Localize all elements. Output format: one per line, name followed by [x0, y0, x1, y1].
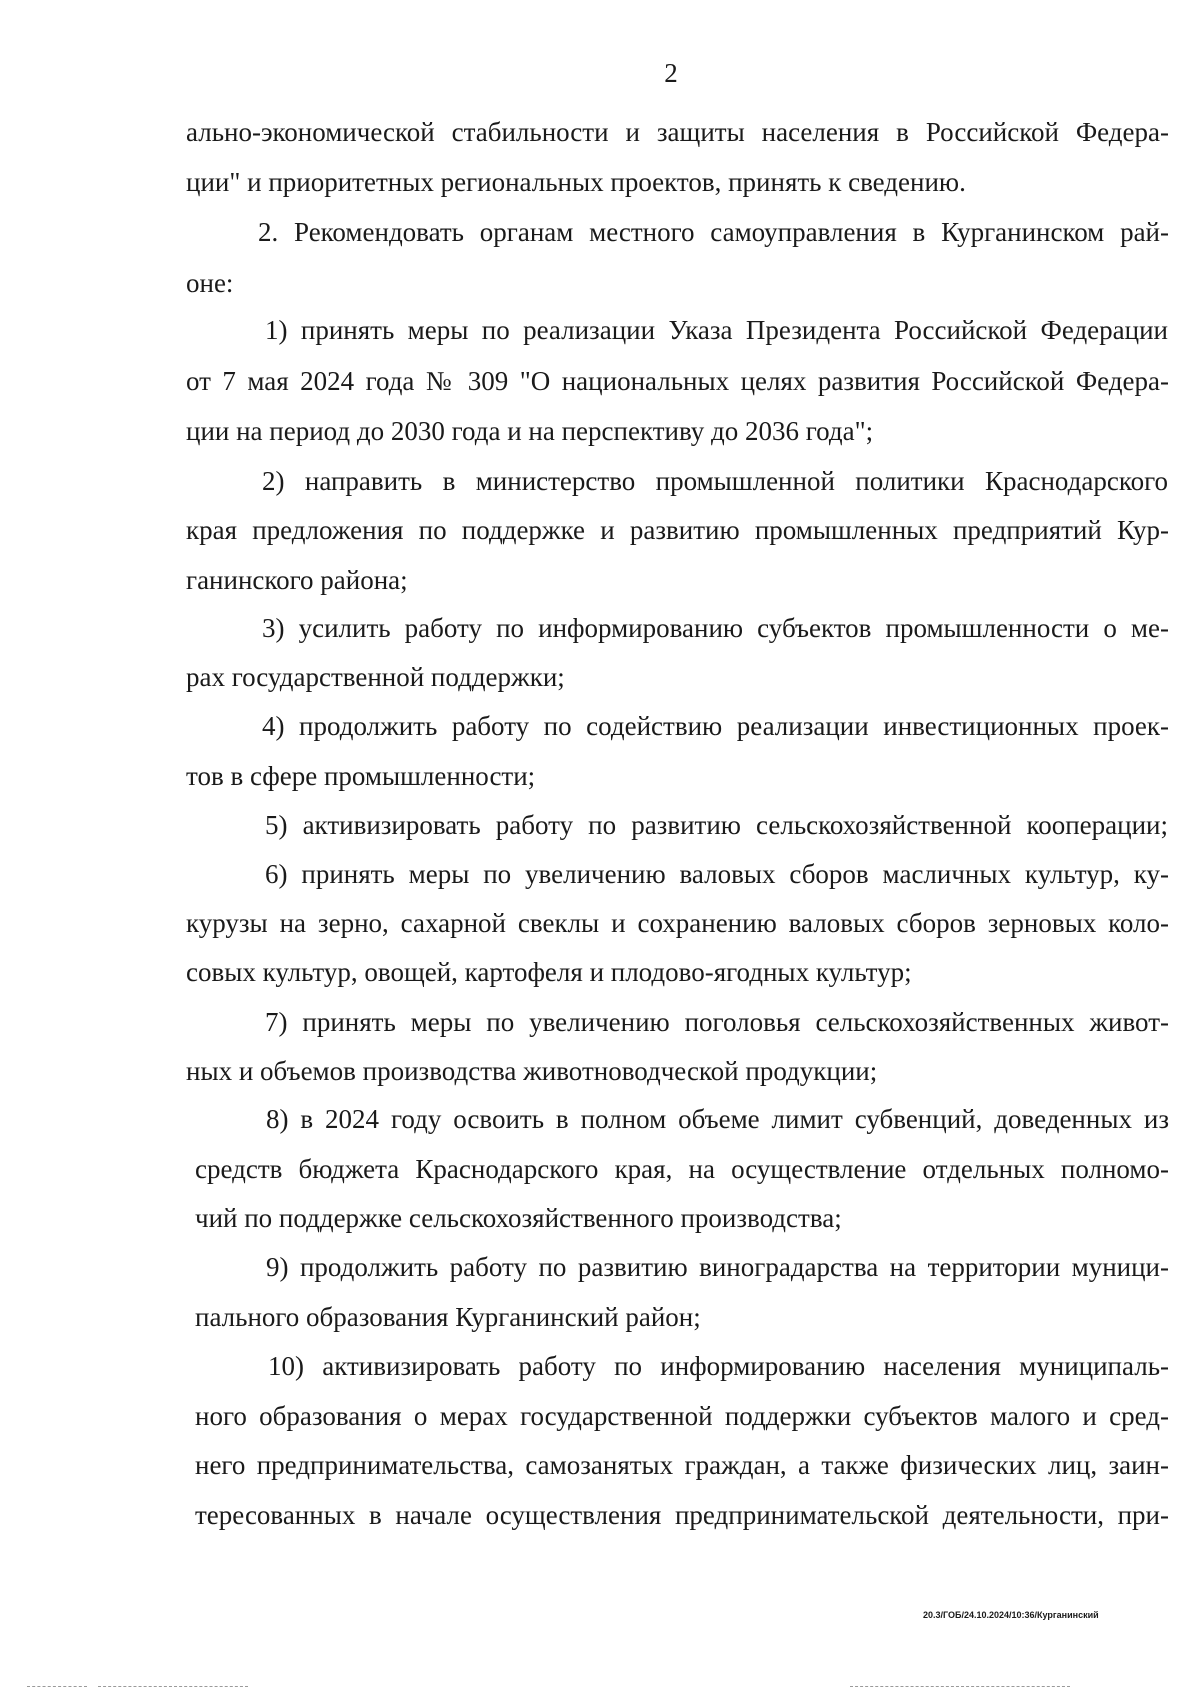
body-line: средств бюджета Краснодарского края, на осуществление отдельных полномо- [195, 1154, 1169, 1184]
body-line: 1) принять меры по реализации Указа Президента Российской Федерации [265, 315, 1168, 345]
body-line: 4) продолжить работу по содействию реализации инвестиционных проек- [262, 711, 1169, 741]
body-line: 6) принять меры по увеличению валовых сборов масличных культур, ку- [265, 859, 1169, 889]
body-line: него предпринимательства, самозанятых граждан, а также физических лиц, заин- [195, 1450, 1169, 1480]
body-line: чий по поддержке сельскохозяйственного производства; [195, 1203, 842, 1233]
body-line: оне: [186, 268, 234, 298]
scan-artifact-dash [850, 1686, 1070, 1688]
body-line: рах государственной поддержки; [186, 662, 565, 692]
page-number: 2 [664, 58, 678, 88]
body-line: 10) активизировать работу по информированию населения муниципаль- [268, 1351, 1169, 1381]
body-line: курузы на зерно, сахарной свеклы и сохранению валовых сборов зерновых коло- [186, 908, 1169, 938]
body-line: 5) активизировать работу по развитию сельскохозяйственной кооперации; [265, 810, 1168, 840]
body-line: 7) принять меры по увеличению поголовья сельскохозяйственных живот- [265, 1007, 1169, 1037]
body-line: ции на период до 2030 года и на перспективу до 2036 года"; [186, 416, 874, 446]
body-line: 2. Рекомендовать органам местного самоуправления в Курганинском рай- [258, 217, 1169, 247]
scan-artifact-dash [27, 1686, 87, 1688]
body-line: совых культур, овощей, картофеля и плодово-ягодных культур; [186, 957, 912, 987]
body-line: 9) продолжить работу по развитию виноградарства на территории муници- [266, 1252, 1169, 1282]
body-line: тересованных в начале осуществления предпринимательской деятельности, при- [195, 1500, 1169, 1530]
body-line: ных и объемов производства животноводческой продукции; [186, 1056, 878, 1086]
body-line: 8) в 2024 году освоить в полном объеме лимит субвенций, доведенных из [266, 1104, 1169, 1134]
body-line: 3) усилить работу по информированию субъектов промышленности о ме- [262, 613, 1169, 643]
body-line: ного образования о мерах государственной поддержки субъектов малого и сред- [195, 1401, 1169, 1431]
body-line: 2) направить в министерство промышленной политики Краснодарского [262, 466, 1168, 496]
body-line: тов в сфере промышленности; [186, 761, 536, 791]
body-line: от 7 мая 2024 года № 309 "О национальных целях развития Российской Федера- [186, 366, 1169, 396]
body-line: ально-экономической стабильности и защиты населения в Российской Федера- [186, 117, 1169, 147]
body-line: пального образования Курганинский район; [195, 1302, 701, 1332]
body-line: края предложения по поддержке и развитию промышленных предприятий Кур- [186, 515, 1169, 545]
body-line: ганинского района; [186, 565, 408, 595]
body-line: ции" и приоритетных региональных проектов, принять к сведению. [186, 167, 966, 197]
scan-artifact-dash [98, 1686, 248, 1688]
footer-stamp: 20.3/ГОБ/24.10.2024/10:36/Курганинский [923, 1610, 1099, 1620]
